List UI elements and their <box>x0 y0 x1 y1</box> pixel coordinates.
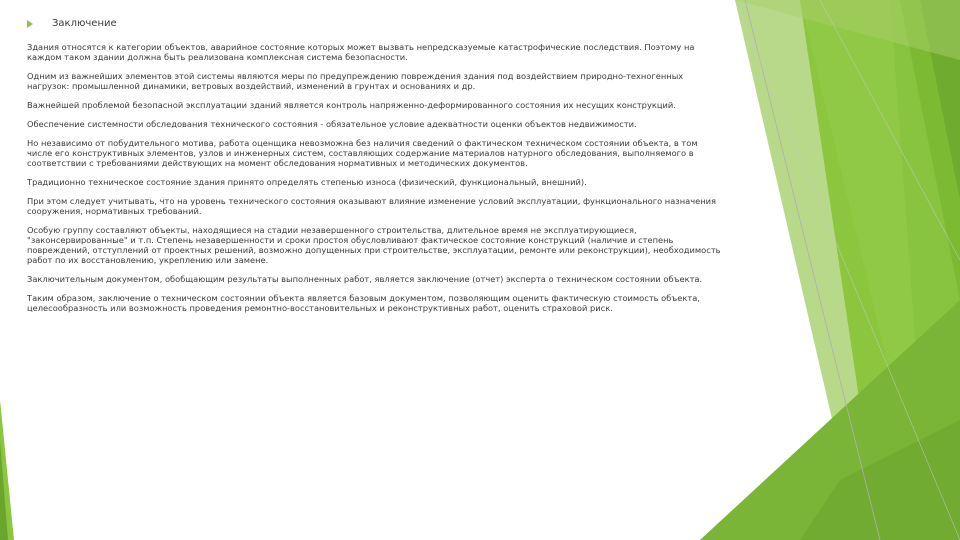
slide-body <box>27 42 722 322</box>
paragraph: Обеспечение системности обследования технического состояния - обязательное условие адекватности оценки объектов недвижимости. <box>27 119 637 129</box>
paragraph: Особую группу составляют объекты, находящиеся на стадии незавершенного строительства, длительное время не эксплуатирующиеся, "законсервированные" и т.п. Степень незавершенности и сроки простоя обусловливают фактическое состояние конструкций (наличие и степень повреждений, отступлений от проектных решений, возможно допущенных при строительстве, эксплуатации, ремонте или реконструкции), необходимость работ по их восстановлению, укреплению или замене. <box>27 225 721 265</box>
paragraph: Важнейшей проблемой безопасной эксплуатации зданий является контроль напряженно-деформированного состояния их несущих конструкций. <box>27 100 676 110</box>
paragraph: Заключительным документом, обобщающим результаты выполненных работ, является заключение (отчет) эксперта о техническом состоянии объекта. <box>27 274 703 284</box>
slide-title: Заключение <box>52 18 117 29</box>
paragraph: Одним из важнейших элементов этой системы являются меры по предупреждению повреждения здания под воздействием природно-техногенных нагрузок: промышленной динамики, ветровых воздействий, изменений в грунтах и основаниях и др. <box>27 71 684 91</box>
paragraph: Таким образом, заключение о техническом состоянии объекта является базовым документом, позволяющим оценить фактическую стоимость объекта, целесообразность или возможность проведения ремонтно-восстановительных и реконструктивных работ, оценить страховой риск. <box>27 293 700 313</box>
paragraph: Но независимо от побудительного мотива, работа оценщика невозможна без наличия сведений о фактическом техническом состоянии объекта, в том числе его конструктивных элементов, узлов и инженерных систем, составляющих содержание материалов натурного обследования, выполняемого в соответствии с требованиями действующих на момент обследования нормативных и методических документов. <box>27 138 698 168</box>
title-bullet-icon <box>27 20 33 28</box>
paragraph: При этом следует учитывать, что на уровень технического состояния оказывают влияние изменение условий эксплуатации, функционального назначения сооружения, нормативных требований. <box>27 196 717 216</box>
paragraph: Традиционно техническое состояние здания принято определять степенью износа (физический, функциональный, внешний). <box>27 177 587 187</box>
paragraph: Здания относятся к категории объектов, аварийное состояние которых может вызвать непредсказуемые катастрофические последствия. Поэтому на каждом таком здании должна быть реализована комплексная система безопасности. <box>27 42 695 62</box>
